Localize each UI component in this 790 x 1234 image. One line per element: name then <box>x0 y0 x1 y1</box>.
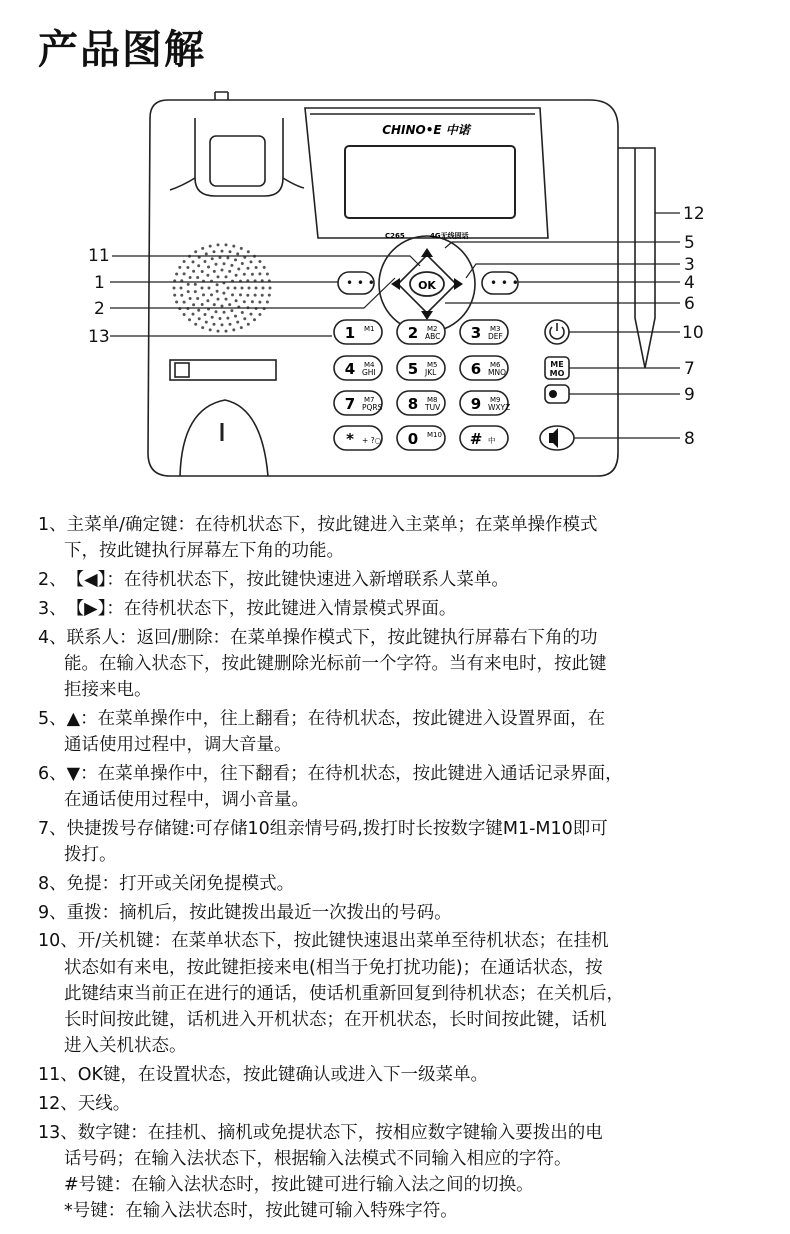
speaker-hole <box>194 290 197 293</box>
speaker-hole <box>188 318 191 321</box>
speaker-hole <box>198 317 201 320</box>
speaker-hole <box>197 309 200 312</box>
phone-diagram <box>0 78 790 498</box>
speaker-hole <box>205 252 208 255</box>
speaker-hole <box>208 287 211 290</box>
speaker-hole <box>173 287 176 290</box>
speaker-hole <box>217 298 220 301</box>
speaker-hole <box>246 294 249 297</box>
speaker-hole <box>192 260 195 263</box>
model-label: C265 <box>385 232 405 240</box>
key-letters: GHI <box>362 368 376 377</box>
speaker-hole <box>183 272 186 275</box>
speaker-hole <box>243 300 246 303</box>
speaker-hole <box>201 247 204 250</box>
speaker-hole <box>241 311 244 314</box>
instruction-text: 数字键：在挂机、摘机或免提状态下，按相应数字键输入要拨出的电 <box>77 1122 603 1143</box>
speaker-hole <box>225 243 228 246</box>
speaker-hole <box>215 310 218 313</box>
speaker-grill <box>173 243 272 332</box>
speaker-hole <box>221 269 224 272</box>
speaker-hole <box>219 317 222 320</box>
speaker-hole <box>175 301 178 304</box>
speaker-hole <box>225 298 228 301</box>
key-digit: # <box>469 430 483 448</box>
speaker-hole <box>254 294 257 297</box>
speaker-hole <box>192 303 195 306</box>
speaker-hole <box>213 270 216 273</box>
key-letters: MNO <box>488 368 506 377</box>
instruction-continuation: *号键：在输入法状态时，按此键可输入特殊字符。 <box>64 1201 458 1222</box>
speaker-hole <box>201 303 204 306</box>
speaker-hole <box>241 287 244 290</box>
key-letters: WXYZ <box>488 403 511 412</box>
key-memory-label: M9 <box>490 396 501 404</box>
instruction-item <box>38 1062 488 1088</box>
speaker-hole <box>266 301 269 304</box>
instruction-continuation: 拒接来电。 <box>64 680 152 700</box>
instruction-item <box>38 1091 130 1117</box>
speaker-hole <box>197 264 200 267</box>
instruction-number: 13、 <box>38 1122 78 1143</box>
instruction-number: 7、 <box>38 818 67 839</box>
speaker-hole <box>240 326 243 329</box>
speaker-hole <box>227 287 230 290</box>
key-letters: + ?○ <box>362 436 382 445</box>
instruction-continuation: 拨打。 <box>64 845 117 865</box>
key-letters: DEF <box>488 332 503 341</box>
instruction-continuation: 长时间按此键，话机进入开机状态；在开机状态，长时间按此键，话机 <box>64 1010 607 1030</box>
instruction-number: 11、 <box>38 1065 78 1085</box>
key-1[interactable] <box>334 320 382 344</box>
speaker-hole <box>230 309 233 312</box>
instruction-number: 6、 <box>38 763 67 784</box>
instruction-text: 【◀】：在待机状态下，按此键快速进入新增联系人菜单。 <box>66 570 509 590</box>
speaker-hole <box>240 247 243 250</box>
instruction-continuation: 话号码；在输入法状态下，根据输入法模式不同输入相应的字符。 <box>64 1148 572 1169</box>
memo-label-bottom: MO <box>549 369 565 378</box>
speaker-hole <box>201 326 204 329</box>
speaker-hole <box>202 293 205 296</box>
callout-1: 1 <box>94 273 105 293</box>
instruction-item <box>38 816 608 842</box>
speaker-hole <box>217 275 220 278</box>
instruction-item <box>38 871 294 897</box>
speaker-hole <box>250 313 253 316</box>
page-title: 产品图解 <box>38 27 206 73</box>
key-letters: JKL <box>425 368 437 377</box>
speaker-hole <box>231 293 234 296</box>
speaker-hole <box>211 316 214 319</box>
speaker-hole <box>213 323 216 326</box>
speaker-hole <box>186 266 189 269</box>
speaker-hole <box>201 270 204 273</box>
key-digit: 4 <box>344 360 356 378</box>
instruction-item <box>38 567 509 593</box>
key-digit: 5 <box>407 360 419 378</box>
speaker-hole <box>192 313 195 316</box>
speaker-hole <box>234 258 237 261</box>
speaker-hole <box>229 250 232 253</box>
instruction-number: 5、 <box>38 708 67 729</box>
ok-label: OK <box>418 279 436 292</box>
speaker-hole <box>243 317 246 320</box>
instruction-text: 【▶】：在待机状态下，按此键进入情景模式界面。 <box>66 598 457 619</box>
instruction-number: 3、 <box>38 598 67 619</box>
key-memory-label: M10 <box>427 431 442 439</box>
instruction-text: OK键，在设置状态，按此键确认或进入下一级菜单。 <box>77 1065 489 1085</box>
instruction-text: 天线。 <box>77 1093 131 1114</box>
key-memory-label: M1 <box>364 325 375 333</box>
key-memory-label: M3 <box>490 325 501 333</box>
instruction-text: 重拨：摘机后，按此键拨出最近一次拨出的号码。 <box>66 902 452 923</box>
speaker-hole <box>228 270 231 273</box>
callout-12: 12 <box>683 204 705 224</box>
speaker-hole <box>251 273 254 276</box>
instruction-number: 2、 <box>38 570 67 590</box>
speaker-hole <box>255 287 258 290</box>
phone-body <box>148 100 618 476</box>
speaker-hole <box>223 262 226 265</box>
instruction-text: ▲：在菜单操作中，往上翻看；在待机状态，按此键进入设置界面，在 <box>66 708 606 729</box>
speaker-hole <box>180 287 183 290</box>
speaker-hole <box>258 301 261 304</box>
instruction-number: 12、 <box>38 1093 78 1114</box>
instruction-text: 快捷拨号存储键:可存储10组亲情号码,拨打时长按数字键M1-M10即可 <box>66 818 608 839</box>
key-hash[interactable] <box>460 426 508 450</box>
speaker-hole <box>262 287 265 290</box>
display-screen <box>345 146 515 218</box>
instruction-text: 免提：打开或关闭免提模式。 <box>66 873 295 894</box>
callout-9: 9 <box>684 385 695 405</box>
speaker-hole <box>255 266 258 269</box>
speaker-hole <box>241 262 244 265</box>
speaker-hole <box>247 323 250 326</box>
speaker-hole <box>196 297 199 300</box>
speaker-hole <box>226 256 229 259</box>
instruction-item <box>38 512 598 538</box>
speaker-hole <box>187 283 190 286</box>
speaker-hole <box>268 294 271 297</box>
keypad <box>334 320 510 450</box>
key-digit: 7 <box>344 395 356 413</box>
speaker-hole <box>222 292 225 295</box>
key-memory-label: M6 <box>490 361 501 369</box>
callout-5: 5 <box>684 233 695 253</box>
speaker-hole <box>234 315 237 318</box>
speaker-hole <box>209 328 212 331</box>
speaker-hole <box>243 273 246 276</box>
speaker-hole <box>183 301 186 304</box>
instruction-continuation: 能。在输入状态下，按此键删除光标前一个字符。当有来电时，按此键 <box>64 653 607 674</box>
speaker-hole <box>251 300 254 303</box>
instruction-continuation: #号键：在输入法状态时，按此键可进行输入法之间的切换。 <box>64 1175 534 1195</box>
instruction-continuation: 状态如有来电，按此键拒接来电(相当于免打扰功能)；在通话状态，按 <box>64 957 603 978</box>
speaker-hole <box>213 250 216 253</box>
speaker-hole <box>221 323 224 326</box>
instruction-text: 开/关机键：在菜单状态下，按此键快速退出菜单至待机状态；在挂机 <box>77 931 609 952</box>
speaker-hole <box>201 287 204 290</box>
speaker-hole <box>236 252 239 255</box>
instruction-item <box>38 1120 603 1146</box>
speaker-icon <box>549 428 558 448</box>
speaker-hole <box>225 275 228 278</box>
speaker-hole <box>183 260 186 263</box>
speaker-hole <box>178 266 181 269</box>
handset-cradle <box>195 118 283 196</box>
speaker-hole <box>216 290 219 293</box>
speaker-hole <box>187 290 190 293</box>
callout-10: 10 <box>682 323 704 343</box>
callout-4: 4 <box>684 273 695 293</box>
speaker-hole <box>207 266 210 269</box>
instruction-number: 8、 <box>38 873 67 894</box>
speaker-hole <box>173 294 176 297</box>
speaker-hole <box>258 313 261 316</box>
speaker-hole <box>230 264 233 267</box>
speaker-hole <box>269 287 272 290</box>
key-5[interactable] <box>397 356 445 380</box>
key-memory-label: M5 <box>427 361 438 369</box>
speaker-hole <box>183 313 186 316</box>
speaker-hole <box>239 293 242 296</box>
speaker-hole <box>180 294 183 297</box>
instruction-item <box>38 900 452 926</box>
key-digit: 1 <box>344 324 356 342</box>
speaker-hole <box>204 313 207 316</box>
key-memory-label: M7 <box>364 396 375 404</box>
key-memory-label: M8 <box>427 396 438 404</box>
speaker-hole <box>213 303 216 306</box>
speaker-hole <box>247 267 250 270</box>
callout-11: 11 <box>88 246 110 266</box>
speaker-hole <box>229 323 232 326</box>
instruction-number: 1、 <box>38 515 67 535</box>
speaker-hole <box>194 323 197 326</box>
key-letters: PQRS <box>362 403 383 412</box>
callout-3: 3 <box>684 255 695 275</box>
speaker-hole <box>194 283 197 286</box>
instruction-number: 10、 <box>38 931 78 952</box>
speaker-hole <box>261 294 264 297</box>
speaker-hole <box>221 305 224 308</box>
instruction-continuation: 此键结束当前正在进行的通话，使话机重新回复到待机状态；在关机后， <box>64 983 624 1004</box>
instruction-text: 主菜单/确定键：在待机状态下，按此键进入主菜单；在菜单操作模式 <box>66 515 598 535</box>
speaker-hole <box>189 276 192 279</box>
speaker-hole <box>235 274 238 277</box>
speaker-hole <box>247 250 250 253</box>
key-digit: 6 <box>470 360 482 378</box>
memo-label-top: ME <box>550 360 564 369</box>
speaker-hole <box>217 330 220 333</box>
speaker-hole <box>192 270 195 273</box>
key-memory-label: M4 <box>364 361 375 369</box>
speaker-hole <box>175 273 178 276</box>
hook-switch <box>180 400 268 476</box>
speaker-hole <box>217 243 220 246</box>
instruction-item <box>38 625 598 651</box>
instruction-item <box>38 928 609 954</box>
instruction-continuation: 通话使用过程中，调大音量。 <box>64 735 292 755</box>
key-memory-label: M2 <box>427 325 438 333</box>
speaker-hole <box>205 321 208 324</box>
svg-text:• • •: • • • <box>346 276 375 290</box>
speaker-hole <box>258 272 261 275</box>
key-digit: 0 <box>407 430 419 448</box>
key-digit: 2 <box>407 324 419 342</box>
speaker-hole <box>216 283 219 286</box>
model-sub-label: 4G无线固话 <box>430 232 469 240</box>
key-digit: 3 <box>470 324 482 342</box>
callout-2: 2 <box>94 299 105 319</box>
instruction-text: 联系人：返回/删除：在菜单操作模式下，按此键执行屏幕右下角的功 <box>66 627 598 648</box>
speaker-hole <box>221 250 224 253</box>
speaker-hole <box>211 257 214 260</box>
speaker-hole <box>258 260 261 263</box>
callout-6: 6 <box>684 294 695 314</box>
speaker-hole <box>232 245 235 248</box>
speaker-hole <box>228 303 231 306</box>
callout-8: 8 <box>684 429 695 449</box>
speaker-hole <box>196 276 199 279</box>
speaker-hole <box>253 318 256 321</box>
speaker-hole <box>225 330 228 333</box>
speaker-hole <box>237 268 240 271</box>
instruction-number: 9、 <box>38 902 67 923</box>
speaker-hole <box>250 260 253 263</box>
key-digit: 8 <box>407 395 419 413</box>
callout-13: 13 <box>88 327 110 347</box>
speaker-hole <box>206 299 209 302</box>
speaker-hole <box>236 321 239 324</box>
speaker-hole <box>215 263 218 266</box>
instruction-item <box>38 706 605 732</box>
speaker-hole <box>248 287 251 290</box>
speaker-hole <box>263 266 266 269</box>
speaker-hole <box>266 273 269 276</box>
instruction-continuation: 下，按此键执行屏幕左下角的功能。 <box>64 541 344 562</box>
key-letters: ABC <box>425 332 441 341</box>
speaker-hole <box>235 299 238 302</box>
key-letters: TUV <box>425 403 441 412</box>
speaker-hole <box>223 311 226 314</box>
key-digit: 9 <box>470 395 482 413</box>
key-letters: 中 <box>488 436 496 445</box>
instruction-continuation: 进入关机状态。 <box>64 1036 187 1057</box>
speaker-hole <box>189 297 192 300</box>
brand-label: CHINO•E 中诺 <box>382 123 470 137</box>
callout-7: 7 <box>684 359 695 379</box>
instruction-continuation: 在通话使用过程中，调小音量。 <box>64 790 309 810</box>
key-digit: * <box>346 430 354 448</box>
speaker-hole <box>206 274 209 277</box>
speaker-hole <box>232 328 235 331</box>
svg-text:• • •: • • • <box>490 276 519 290</box>
speaker-hole <box>209 245 212 248</box>
speaker-hole <box>210 293 213 296</box>
speaker-hole <box>204 260 207 263</box>
speaker-hole <box>194 250 197 253</box>
instruction-text: ▼：在菜单操作中，往下翻看；在待机状态，按此键进入通话记录界面， <box>66 763 623 784</box>
instruction-item <box>38 596 456 622</box>
antenna <box>618 148 655 368</box>
instruction-number: 4、 <box>38 627 67 648</box>
speaker-hole <box>226 317 229 320</box>
instruction-item <box>38 761 623 787</box>
speaker-hole <box>234 287 237 290</box>
